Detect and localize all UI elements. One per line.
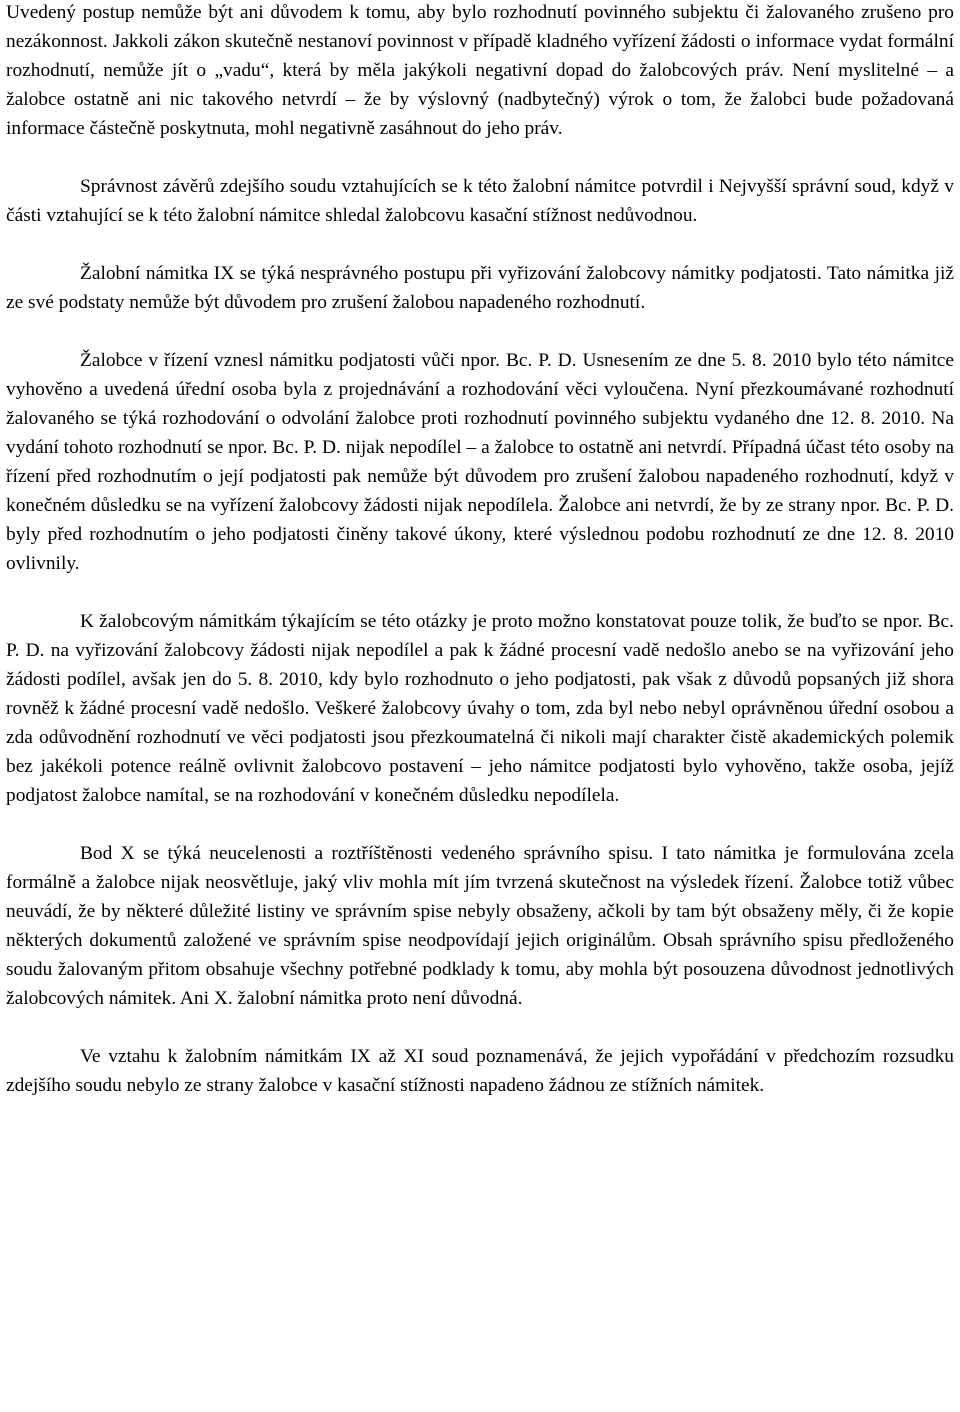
paragraph-spacer xyxy=(6,230,954,259)
paragraph-supreme-court-confirmation: Správnost závěrů zdejšího soudu vztahujících se k této žalobní námitce potvrdil i Nejvyšší správní soud, když v části vztahující se k této žalobní námitce shledal žalobcovu kasační stížnost nedůvodnou. xyxy=(6,176,954,226)
paragraph-spacer xyxy=(6,1013,954,1042)
paragraph-spacer xyxy=(6,810,954,839)
document-page xyxy=(6,0,954,1100)
paragraph-spacer xyxy=(6,143,954,172)
paragraph-objections-ix-xi: Ve vztahu k žalobním námitkám IX až XI soud poznamenává, že jejich vypořádání v předchozím rozsudku zdejšího soudu nebylo ze strany žalobce v kasační stížnosti napadeno žádnou ze stížních námitek. xyxy=(6,1046,954,1096)
paragraph-bias-objection: Žalobce v řízení vznesl námitku podjatosti vůči npor. Bc. P. D. Usnesením ze dne 5. 8. 2010 bylo této námitce vyhověno a uvedená úřední osoba byla z projednávání a rozhodování věci vyloučena. Nyní přezkoumávané rozhodnutí žalovaného se týká rozhodování o odvolání žalobce proti rozhodnutí povinného subjektu vydaného dne 12. 8. 2010. Na vydání tohoto rozhodnutí se npor. Bc. P. D. nijak nepodílel – a žalobce to ostatně ani netvrdí. Případná účast této osoby na řízení před rozhodnutím o její podjatosti pak nemůže být důvodem pro zrušení žalobou napadeného rozhodnutí, když v konečném důsledku se na vyřízení žalobcovy žádosti nijak nepodílela. Žalobce ani netvrdí, že by ze strany npor. Bc. P. D. byly před rozhodnutím o jeho podjatosti činěny takové úkony, které výslednou podobu rozhodnutí ze dne 12. 8. 2010 ovlivnily. xyxy=(6,350,954,574)
paragraph-bias-conclusion: K žalobcovým námitkám týkajícím se této otázky je proto možno konstatovat pouze tolik, že buďto se npor. Bc. P. D. na vyřizování žalobcovy žádosti nijak nepodílel a pak k žádné procesní vadě nedošlo anebo se na vyřizování jeho žádosti podílel, avšak jen do 5. 8. 2010, kdy bylo rozhodnuto o jeho podjatosti, pak však z důvodů popsaných již shora rovněž k žádné procesní vadě nedošlo. Veškeré žalobcovy úvahy o tom, zda byl nebo nebyl oprávněnou úřední osobou a zda odůvodnění rozhodnutí ve věci podjatosti jsou přezkoumatelná či nikoli mají charakter čistě akademických polemik bez jakékoli potence reálně ovlivnit žalobcovo postavení – jeho námitce podjatosti bylo vyhověno, takže osoba, jejíž podjatost žalobce namítal, se na rozhodování v konečném důsledku nepodílela. xyxy=(6,611,954,806)
paragraph-objection-x: Bod X se týká neucelenosti a roztříštěnosti vedeného správního spisu. I tato námitka je formulována zcela formálně a žalobce nijak neosvětluje, jaký vliv mohla mít jím tvrzená skutečnost na výsledek řízení. Žalobce totiž vůbec neuvádí, že by některé důležité listiny ve správním spise nebyly obsaženy, ačkoli by tam být obsaženy měly, či že kopie některých dokumentů založené ve správním spise neodpovídají jejich originálům. Obsah správního spisu předloženého soudu žalovaným přitom obsahuje všechny potřebné podklady k tomu, aby mohla být posouzena důvodnost jednotlivých žalobcových námitek. Ani X. žalobní námitka proto není důvodná. xyxy=(6,843,954,1009)
paragraph-spacer xyxy=(6,317,954,346)
paragraph-objection-ix: Žalobní námitka IX se týká nesprávného postupu při vyřizování žalobcovy námitky podjatosti. Tato námitka již ze své podstaty nemůže být důvodem pro zrušení žalobou napadeného rozhodnutí. xyxy=(6,263,954,313)
paragraph-spacer xyxy=(6,578,954,607)
paragraph-formal-decision: Uvedený postup nemůže být ani důvodem k tomu, aby bylo rozhodnutí povinného subjektu či žalovaného zrušeno pro nezákonnost. Jakkoli zákon skutečně nestanoví povinnost v případě kladného vyřízení žádosti o informace vydat formální rozhodnutí, nemůže jít o „vadu“, která by měla jakýkoli negativní dopad do žalobcových práv. Není myslitelné – a žalobce ostatně ani nic takového netvrdí – že by výslovný (nadbytečný) výrok o tom, že žalobci bude požadovaná informace částečně poskytnuta, mohl negativně zasáhnout do jeho práv. xyxy=(6,2,954,139)
